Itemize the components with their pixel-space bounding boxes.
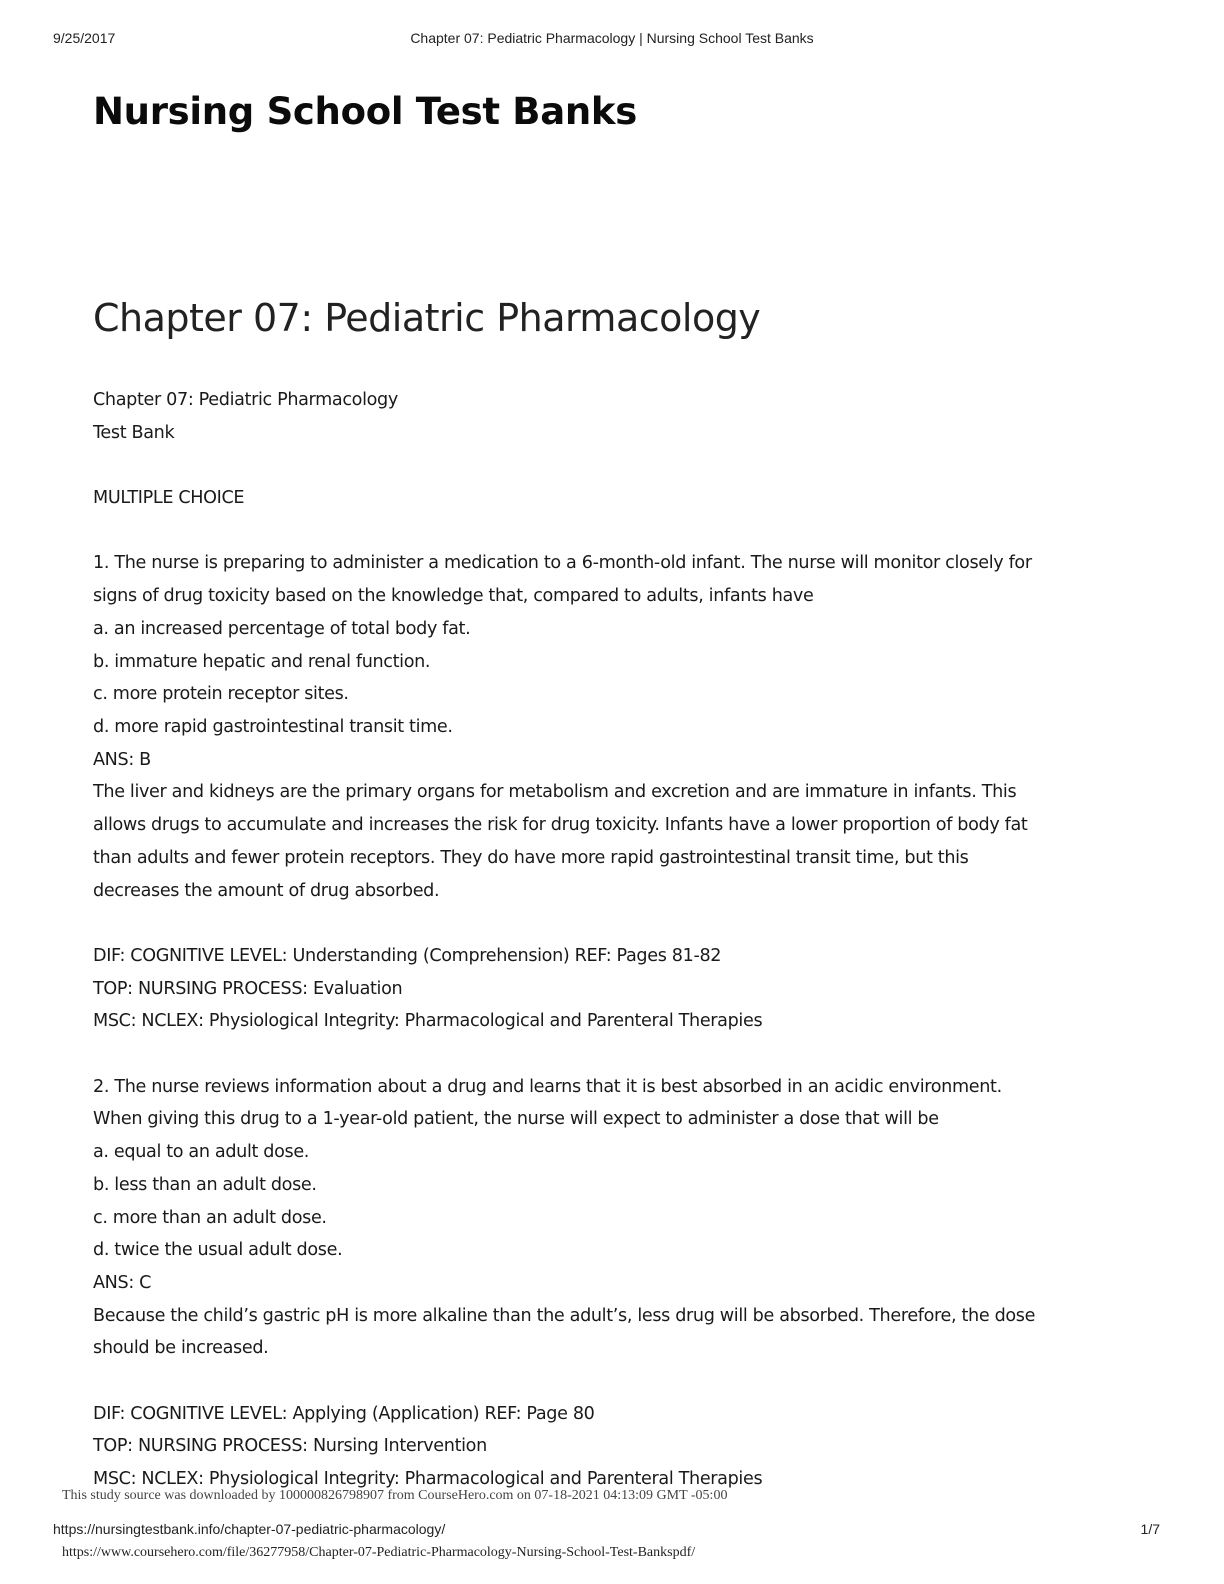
source-url-link[interactable]: https://www.coursehero.com/file/36277958/Chapter-07-Pediatric-Pharmacology-Nursing-School-Test-Bankspdf/ [62, 1545, 696, 1560]
intro-chapter-line: Chapter 07: Pediatric Pharmacology [93, 390, 398, 410]
question-2-answer: ANS: C [93, 1272, 152, 1293]
question-1-rationale-line-2: allows drugs to accumulate and increases the risk for drug toxicity. Infants have a lower proportion of body fat [93, 815, 1028, 836]
question-2-rationale-line-1: Because the child’s gastric pH is more alkaline than the adult’s, less drug will be absorbed. Therefore, the dose [93, 1305, 1036, 1326]
question-1-rationale-line-3: than adults and fewer protein receptors. They do have more rapid gastrointestinal transit time, but this [93, 847, 969, 868]
section-label: MULTIPLE CHOICE [93, 488, 245, 509]
question-2-stem-line-2: When giving this drug to a 1-year-old patient, the nurse will expect to administer a dose that will be [93, 1109, 939, 1130]
intro-test-bank-line: Test Bank [93, 422, 175, 443]
question-1-option-c: c. more protein receptor sites. [93, 684, 349, 705]
question-2-option-d: d. twice the usual adult dose. [93, 1240, 343, 1261]
article-content [93, 384, 1133, 1496]
question-2-rationale-line-2: should be increased. [93, 1338, 269, 1359]
question-2-option-c: c. more than an adult dose. [93, 1207, 327, 1228]
question-1-option-b: b. immature hepatic and renal function. [93, 651, 431, 672]
site-title[interactable]: Nursing School Test Banks [93, 90, 637, 133]
question-1-rationale-line-1: The liver and kidneys are the primary organs for metabolism and excretion and are immature in infants. This [93, 782, 1017, 803]
spacer [93, 1365, 1133, 1398]
spacer [93, 515, 1133, 548]
question-2-top: TOP: NURSING PROCESS: Nursing Intervention [93, 1436, 487, 1457]
spacer [93, 449, 1133, 482]
question-1-dif: DIF: COGNITIVE LEVEL: Understanding (Comprehension) REF: Pages 81-82 [93, 945, 722, 966]
question-1-rationale-line-4: decreases the amount of drug absorbed. [93, 880, 440, 901]
question-1-answer: ANS: B [93, 749, 151, 770]
question-1-option-a: a. an increased percentage of total body fat. [93, 618, 471, 639]
question-2-stem-line-1: 2. The nurse reviews information about a drug and learns that it is best absorbed in an acidic environment. [93, 1076, 1002, 1097]
page-url[interactable]: https://nursingtestbank.info/chapter-07-pediatric-pharmacology/ [53, 1521, 446, 1537]
spacer [93, 907, 1133, 940]
question-1-option-d: d. more rapid gastrointestinal transit time. [93, 717, 453, 737]
chapter-heading: Chapter 07: Pediatric Pharmacology [93, 296, 761, 340]
print-date: 9/25/2017 [53, 30, 116, 46]
question-2-msc: MSC: NCLEX: Physiological Integrity: Pharmacological and Parenteral Therapies [93, 1469, 763, 1490]
question-2-option-b: b. less than an adult dose. [93, 1174, 317, 1195]
print-footer [0, 1521, 1224, 1541]
question-2-option-a: a. equal to an adult dose. [93, 1142, 310, 1163]
print-header [0, 30, 1224, 50]
print-page-title: Chapter 07: Pediatric Pharmacology | Nursing School Test Banks [410, 30, 814, 46]
question-1-stem-line-1: 1. The nurse is preparing to administer a medication to a 6-month-old infant. The nurse will monitor closely for [93, 553, 1032, 574]
download-watermark: This study source was downloaded by 100000826798907 from CourseHero.com on 07-18-2021 04:13:09 GMT -05:00 [62, 1488, 728, 1503]
question-1-stem-line-2: signs of drug toxicity based on the knowledge that, compared to adults, infants have [93, 586, 814, 607]
page-number: 1/7 [1140, 1521, 1160, 1537]
question-1-top: TOP: NURSING PROCESS: Evaluation [93, 978, 403, 999]
question-2-dif: DIF: COGNITIVE LEVEL: Applying (Application) REF: Page 80 [93, 1403, 595, 1424]
spacer [93, 1038, 1133, 1071]
question-1-msc: MSC: NCLEX: Physiological Integrity: Pharmacological and Parenteral Therapies [93, 1011, 763, 1032]
